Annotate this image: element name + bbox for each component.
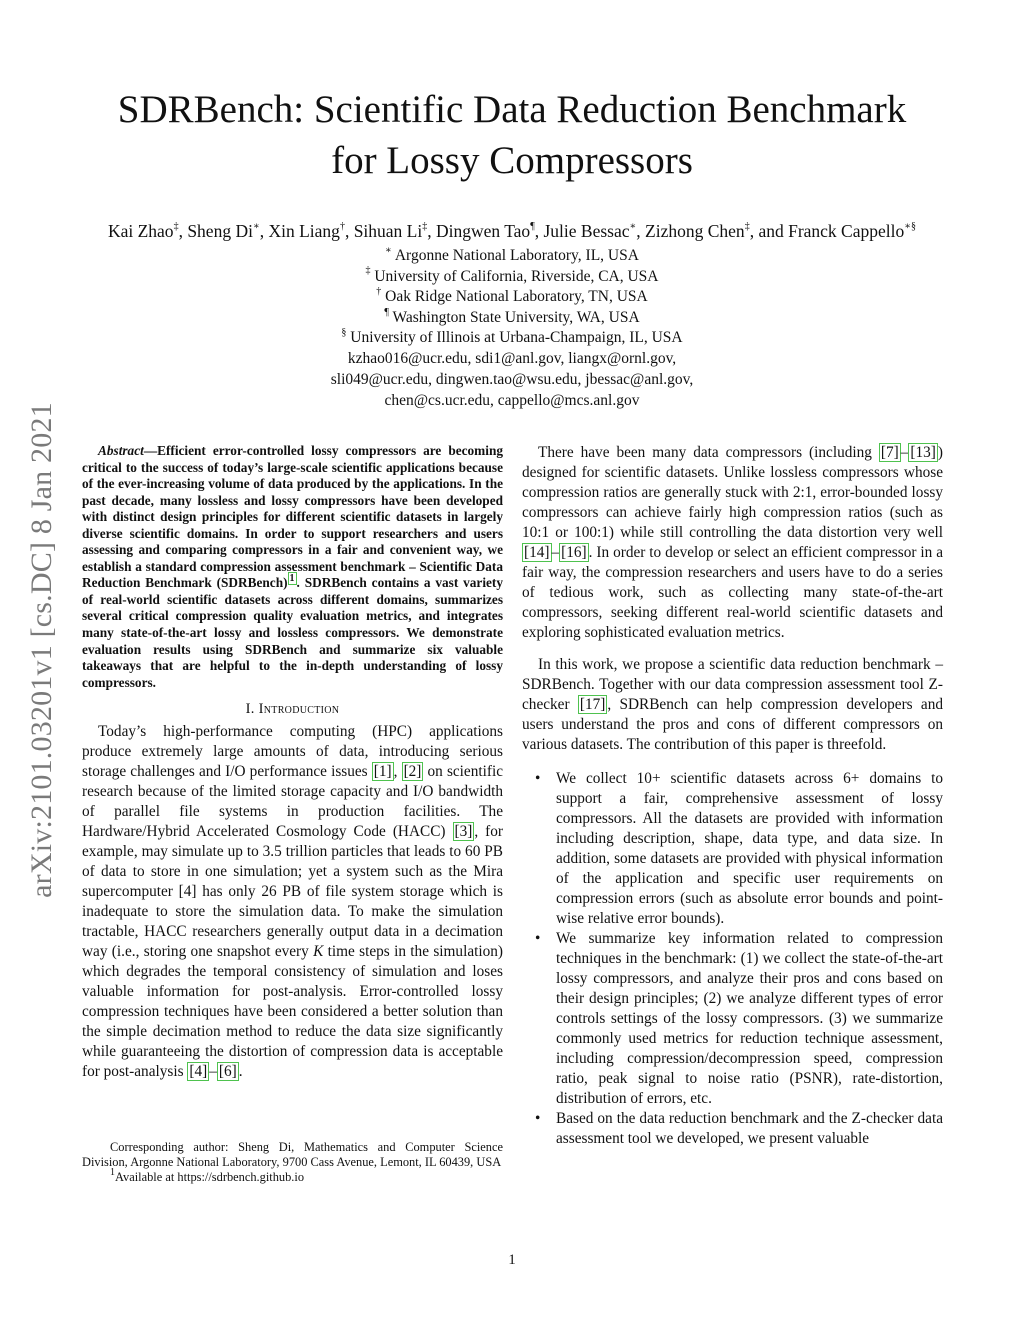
citation-link[interactable]: [3]	[454, 823, 473, 841]
footnote-link[interactable]: 1	[289, 572, 295, 584]
affiliation	[100, 287, 924, 308]
citation-link[interactable]: [4]	[189, 1063, 208, 1081]
section-title: Introduction	[258, 701, 340, 718]
email-line: sli049@ucr.edu, dingwen.tao@wsu.edu, jbessac@anl.gov,	[330, 371, 694, 388]
body-text: on scientific research because of the limited storage capacity and I/O bandwidth of parallel file systems in production facilities. The Hardware/Hybrid Accelerated Cosmology Code (HACC)	[82, 763, 504, 841]
right-column	[522, 443, 943, 1149]
author-name: , Dingwen Tao	[427, 221, 531, 241]
page-number: 1	[508, 1252, 516, 1268]
affiliation-text: Oak Ridge National Laboratory, TN, USA	[381, 288, 648, 306]
bullet-icon: •	[535, 930, 541, 947]
abstract	[82, 443, 503, 691]
affiliation-list	[100, 246, 924, 349]
author-affil-mark: ∗	[252, 221, 260, 233]
citation-link[interactable]: [13]	[910, 444, 936, 461]
footnote-mark: 1	[110, 1166, 115, 1178]
list-item-text: We summarize key information related to compression techniques in the benchmark: (1) we collect the state-of-the-art lossy compressors, and analyze their pros and cons based on their design principles; (2) we analyze different types of error controls settings of the lossy compressors. (3) we summarize commonly used metrics for reduction technique assessment, including compression/decompression speed, compression ratio, peak signal to noise ratio (PSNR), rate-distortion, distribution of errors, etc.	[556, 930, 943, 1107]
affiliation-mark: ¶	[384, 306, 389, 318]
footnotes	[82, 1140, 503, 1185]
body-text: –	[900, 444, 909, 461]
author-affil-mark: ∗§	[904, 221, 917, 233]
section-heading	[82, 701, 503, 718]
author-affil-mark: ‡	[422, 221, 428, 233]
author-affil-mark: †	[339, 221, 345, 233]
author-name: , Xin Liang	[259, 221, 340, 241]
author-name: , Sihuan Li	[344, 221, 423, 241]
citation-link[interactable]: [1]	[373, 763, 392, 781]
title-line-1: SDRBench: Scientific Data Reduction Benchmark	[117, 88, 907, 131]
abstract-label: Abstract	[98, 443, 144, 458]
author-name: , Zizhong Chen	[636, 221, 745, 241]
bullet-icon: •	[535, 770, 541, 787]
affiliation-mark: ‡	[365, 265, 371, 277]
paper-title	[60, 84, 964, 186]
left-column	[82, 443, 503, 1082]
arxiv-identifier: arXiv:2101.03201v1 [cs.DC] 8 Jan 2021	[25, 402, 58, 898]
body-text: –	[551, 544, 560, 561]
list-item-text: We collect 10+ scientific datasets across 6+ domains to support a fair, comprehensive assessment of lossy compressors. All the datasets are provided with information including description, shape, data type, and data size. In addition, some datasets are provided with physical information of the application and specific user requirements on compression errors (such as absolute error bounds and point-wise relative error bounds).	[556, 770, 943, 927]
author-name: , and Franck Cappello	[749, 221, 905, 241]
affiliation	[100, 308, 924, 329]
author-affil-mark: ¶	[530, 221, 535, 233]
author-affil-mark: ∗	[629, 221, 637, 233]
citation-link[interactable]: [17]	[579, 696, 606, 713]
body-text: .	[238, 1063, 243, 1081]
corresponding-author-note: Corresponding author: Sheng Di, Mathematics and Computer Science Division, Argonne National Laboratory, 9700 Cass Avenue, Lemont, IL 60439, USA	[82, 1140, 503, 1169]
body-text: Today’s high-performance computing (HPC) applications produce extremely large amounts of data, introducing serious storage challenges and I/O performance issues	[82, 723, 503, 781]
section-number: I.	[245, 701, 259, 718]
email-list	[100, 348, 924, 411]
author-name: , Julie Bessac	[534, 221, 630, 241]
body-text: . In order to develop or select an efficient compressor in a fair way, the compression researchers and users have to do a series of tedious work, such as collecting many state-of-the-art compressors, seeking different real-world scientific datasets and exploring sophisticated evaluation metrics.	[522, 544, 943, 641]
body-text: ,	[393, 763, 402, 781]
list-item	[522, 769, 943, 929]
email-line: kzhao016@ucr.edu, sdi1@anl.gov, liangx@ornl.gov,	[347, 350, 677, 367]
contribution-list	[522, 769, 943, 1149]
list-item	[522, 1109, 943, 1149]
footnote-text[interactable]: Available at https://sdrbench.github.io	[115, 1170, 305, 1184]
citation-link[interactable]: [16]	[561, 544, 587, 561]
list-item-text: Based on the data reduction benchmark and the Z-checker data assessment tool we developed, we present valuable	[556, 1110, 943, 1147]
body-text: ) designed for scientific datasets. Unlike lossless compressors whose compression ratios are generally stuck with 2:1, error-bounded lossy compressors can achieve fairly high compression ratios (such as 10:1 or 100:1) while still controlling the data distortion very well	[522, 444, 943, 541]
body-paragraph	[522, 655, 943, 755]
list-item	[522, 929, 943, 1109]
affiliation-mark: §	[341, 327, 347, 339]
abstract-text: . SDRBench contains a vast variety of real-world scientific datasets across different domains, summarizes several critical compression quality evaluation metrics, and integrates many state-of-the-art lossy and lossless compressors. We demonstrate evaluation results using SDRBench and summarize six valuable takeaways that are helpful to the in-depth understanding of lossy compressors.	[82, 575, 504, 690]
author-name: , Sheng Di	[178, 221, 253, 241]
body-text: –	[209, 1063, 217, 1081]
author-list	[40, 220, 984, 242]
math-variable: K	[313, 943, 324, 961]
abstract-text: Efficient error-controlled lossy compressors are becoming critical to the success of today’s large-scale scientific applications because of the ever-increasing volume of data produced by the applications. In the past decade, many lossless and lossy compressors have been developed with distinct design principles for different scientific datasets in largely diverse scientific domains. In order to support researchers and users assessing and comparing compressors in a fair and convenient way, we establish a standard compression assessment benchmark – Scientific Data Reduction Benchmark (SDRBench)	[82, 443, 503, 591]
affiliation-mark: †	[376, 286, 382, 298]
affiliation-mark: ∗	[385, 244, 392, 256]
email-line: chen@cs.ucr.edu, cappello@mcs.anl.gov	[384, 392, 640, 409]
intro-paragraph	[82, 722, 503, 1082]
abstract-dash: —	[143, 443, 158, 458]
body-text: In this work, we propose a scientific data reduction benchmark – SDRBench. Together with our data compression assessment tool Z-checker	[522, 656, 943, 713]
body-paragraph	[522, 443, 943, 643]
bullet-icon: •	[535, 1110, 541, 1127]
affiliation-text: Washington State University, WA, USA	[388, 308, 640, 326]
footnote-1	[82, 1166, 503, 1185]
citation-link[interactable]: [6]	[218, 1063, 237, 1081]
affiliation	[100, 267, 924, 288]
author-affil-mark: ‡	[173, 221, 179, 233]
affiliation	[100, 246, 924, 267]
title-line-2: for Lossy Compressors	[331, 139, 693, 182]
body-text: , SDRBench can help compression developers and users understand the pros and cons of different compressors on various datasets. The contribution of this paper is threefold.	[522, 696, 943, 753]
citation-link[interactable]: [14]	[524, 544, 550, 561]
affiliation	[100, 328, 924, 349]
affiliation-text: University of Illinois at Urbana-Champaign, IL, USA	[346, 329, 683, 347]
body-text: There have been many data compressors (including	[538, 444, 879, 461]
affiliation-text: University of California, Riverside, CA, USA	[370, 267, 659, 285]
body-text: time steps in the simulation) which degrades the temporal consistency of simulation and loses valuable information for post-analysis. Error-controlled lossy compression techniques have been considered a better solution than the simple decimation method to reduce the data size significantly while guaranteeing the distortion of compression data is acceptable for post-analysis	[82, 943, 503, 1081]
citation-link[interactable]: [2]	[403, 763, 422, 781]
body-text: , for example, may simulate up to 3.5 trillion particles that leads to 60 PB of data to store in one simulation; yet a system such as the Mira supercomputer [4] has only 26 PB of file system storage which is inadequate to store the simulation data. To make the simulation tractable, HACC researchers generally output data in a decimation way (i.e., storing one snapshot every	[82, 823, 503, 961]
author-affil-mark: ‡	[744, 221, 750, 233]
citation-link[interactable]: [7]	[880, 444, 899, 461]
affiliation-text: Argonne National Laboratory, IL, USA	[391, 247, 639, 264]
author-name: Kai Zhao	[107, 221, 174, 241]
